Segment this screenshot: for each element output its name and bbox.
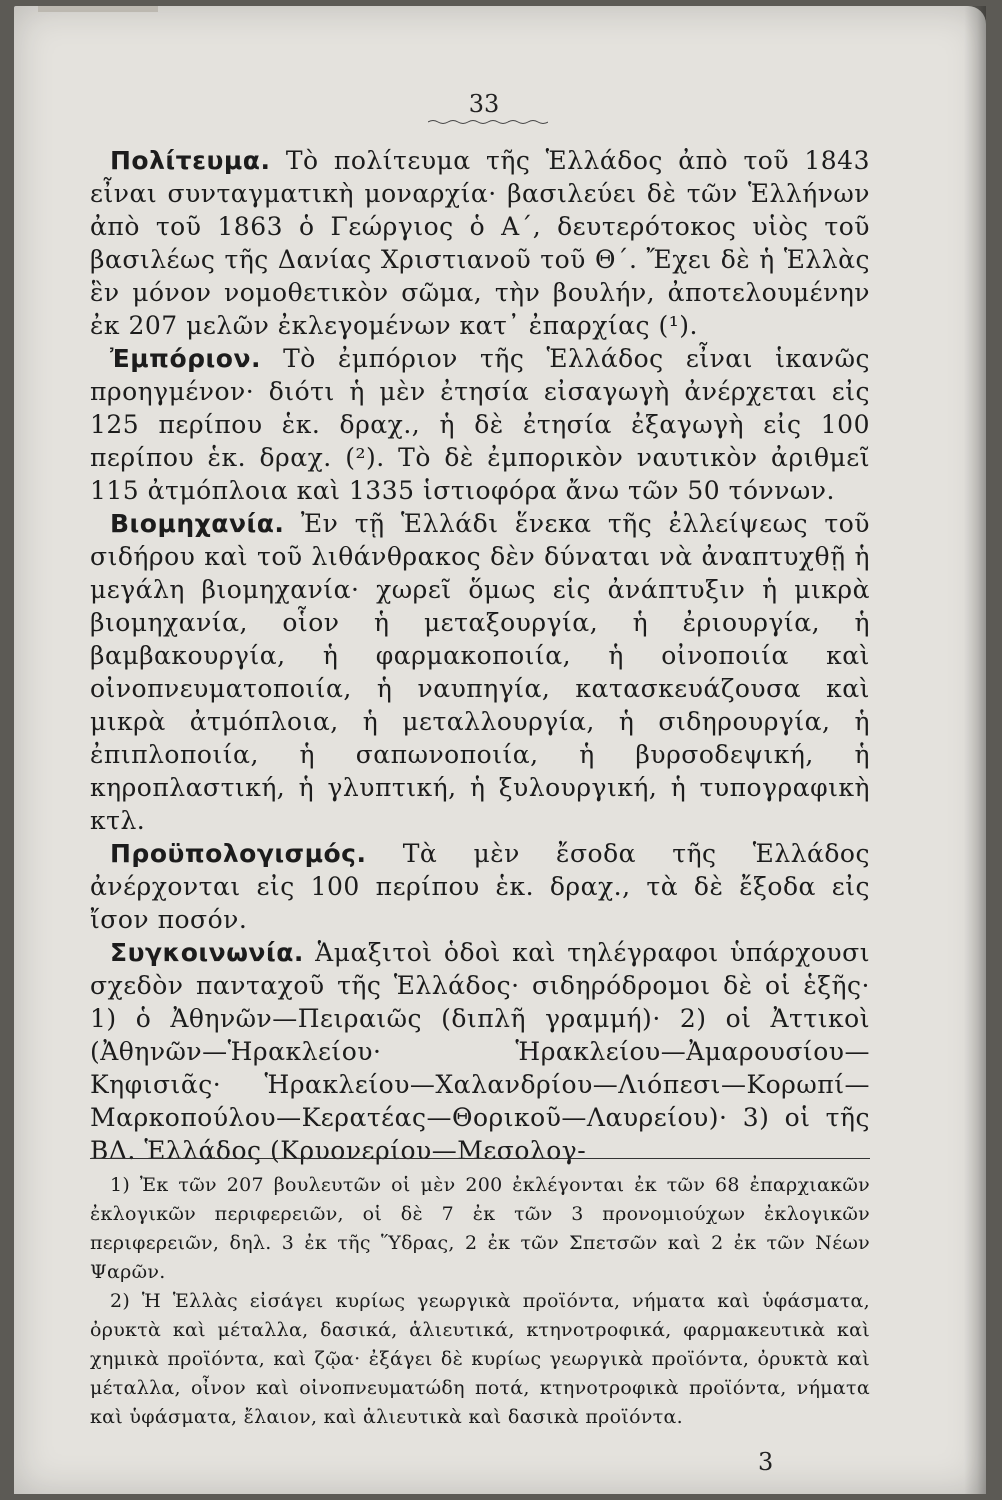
paragraph-text: Ἁμαξιτοὶ ὁδοὶ καὶ τηλέγραφοι ὑπάρχουσι σχεδὸν πανταχοῦ τῆς Ἑλλάδος· σιδηρόδρομοι δὲ οἱ ἑξῆς· 1) ὁ Ἀθηνῶν—Πειραιῶς (διπλῆ γραμμή)· 2) οἱ Ἀττικοὶ (Ἀθηνῶν—Ἡρακλείου· Ἡρακλείου—Ἀμαρουσίου—Κηφισιᾶς· Ἡρακλείου—Χαλανδρίου—Λιόπεσι—Κορωπί—Μαρκοπούλου—Κερατέας—Θορικοῦ—Λαυρείου)· 3) οἱ τῆς ΒΔ. Ἑλλάδος (Κρυονερίου—Μεσολογ- (90, 938, 870, 1165)
paragraph-text: Τὰ μὲν ἔσοδα τῆς Ἑλλάδος ἀνέρχονται εἰς 100 περίπου ἑκ. δραχ., τὰ δὲ ἔξοδα εἰς ἴσον ποσόν. (90, 839, 870, 934)
paragraph-text: Τὸ πολίτευμα τῆς Ἑλλάδος ἀπὸ τοῦ 1843 εἶναι συνταγματικὴ μοναρχία· βασιλεύει δὲ τῶν Ἑλλήνων ἀπὸ τοῦ 1863 ὁ Γεώργιος ὁ Α΄, δευτερότοκος υἱὸς τοῦ βασιλέως τῆς Δανίας Χριστιανοῦ τοῦ Θ΄. Ἔχει δὲ ἡ Ἑλλὰς ἓν μόνον νομοθετικὸν σῶμα, τὴν βουλήν, ἀποτελουμένην ἐκ 207 μελῶν ἐκλεγομένων κατ᾽ ἐπαρχίας (¹). (90, 146, 870, 340)
paragraph-text: Τὸ ἐμπόριον τῆς Ἑλλάδος εἶναι ἱκανῶς προηγμένον· διότι ἡ μὲν ἐτησία εἰσαγωγὴ ἀνέρχεται εἰς 125 περίπου ἑκ. δραχ., ἡ δὲ ἐτησία ἐξαγωγὴ εἰς 100 περίπου ἑκ. δραχ. (²). Τὸ δὲ ἐμπορικὸν ναυτικὸν ἀριθμεῖ 115 ἀτμόπλοια καὶ 1335 ἱστιοφόρα ἄνω τῶν 50 τόννων. (90, 344, 870, 505)
paragraph-sygkoinonia (90, 936, 870, 1167)
page-top-edge (38, 6, 158, 12)
paragraph-viomichania (90, 507, 870, 837)
page-number: 33 (468, 90, 500, 118)
footnotes (90, 1158, 870, 1432)
section-heading: Πολίτευμα. (110, 146, 271, 175)
paragraph-politeuma (90, 144, 870, 342)
signature-mark: 3 (758, 1448, 774, 1476)
book-page (14, 6, 986, 1494)
footnote-2: 2) Ἡ Ἑλλὰς εἰσάγει κυρίως γεωργικὰ προϊόντα, νήματα καὶ ὑφάσματα, ὀρυκτὰ καὶ μέταλλα, δασικά, ἁλιευτικά, κτηνοτροφικά, φαρμακευτικὰ καὶ χημικὰ προϊόντα, καὶ ζῷα· ἐξάγει δὲ κυρίως γεωργικὰ προϊόντα, ὀρυκτὰ καὶ μέταλλα, οἶνον καὶ οἰνοπνευματώδη ποτά, κτηνοτροφικὰ προϊόντα, νήματα καὶ ὑφάσματα, ἔλαιον, καὶ ἁλιευτικὰ καὶ δασικὰ προϊόντα. (90, 1290, 870, 1428)
main-text (90, 144, 870, 1167)
page-edge-shadow (964, 6, 986, 1494)
paragraph-proypologismos (90, 837, 870, 936)
section-heading: Ἐμπόριον. (110, 344, 261, 373)
section-heading: Συγκοινωνία. (110, 938, 304, 967)
paragraph-emporion (90, 342, 870, 507)
paragraph-text: Ἐν τῇ Ἑλλάδι ἕνεκα τῆς ἐλλείψεως τοῦ σιδήρου καὶ τοῦ λιθάνθρακος δὲν δύναται νὰ ἀναπτυχθῇ ἡ μεγάλη βιομηχανία· χωρεῖ ὅμως εἰς ἀνάπτυξιν ἡ μικρὰ βιομηχανία, οἷον ἡ μεταξουργία, ἡ ἐριουργία, ἡ βαμβακουργία, ἡ φαρμακοποιία, ἡ οἰνοποιία καὶ οἰνοπνευματοποιία, ἡ ναυπηγία, κατασκευάζουσα καὶ μικρὰ ἀτμόπλοια, ἡ μεταλλουργία, ἡ σιδηρουργία, ἡ ἐπιπλοποιία, ἡ σαπωνοποιία, ἡ βυρσοδεψική, ἡ κηροπλαστική, ἡ γλυπτική, ἡ ξυλουργική, ἡ τυπογραφικὴ κτλ. (90, 509, 870, 835)
section-heading: Βιομηχανία. (110, 509, 285, 538)
section-heading: Προϋπολογισμός. (110, 839, 367, 868)
page-number-ornament (428, 119, 548, 125)
footnote-1: 1) Ἐκ τῶν 207 βουλευτῶν οἱ μὲν 200 ἐκλέγονται ἐκ τῶν 68 ἐπαρχιακῶν ἐκλογικῶν περιφερειῶν, οἱ δὲ 7 ἐκ τῶν 3 προνομιούχων ἐκλογικῶν περιφερειῶν, δηλ. 3 ἐκ τῆς Ὕδρας, 2 ἐκ τῶν Σπετσῶν καὶ 2 ἐκ τῶν Νέων Ψαρῶν. (90, 1174, 870, 1283)
